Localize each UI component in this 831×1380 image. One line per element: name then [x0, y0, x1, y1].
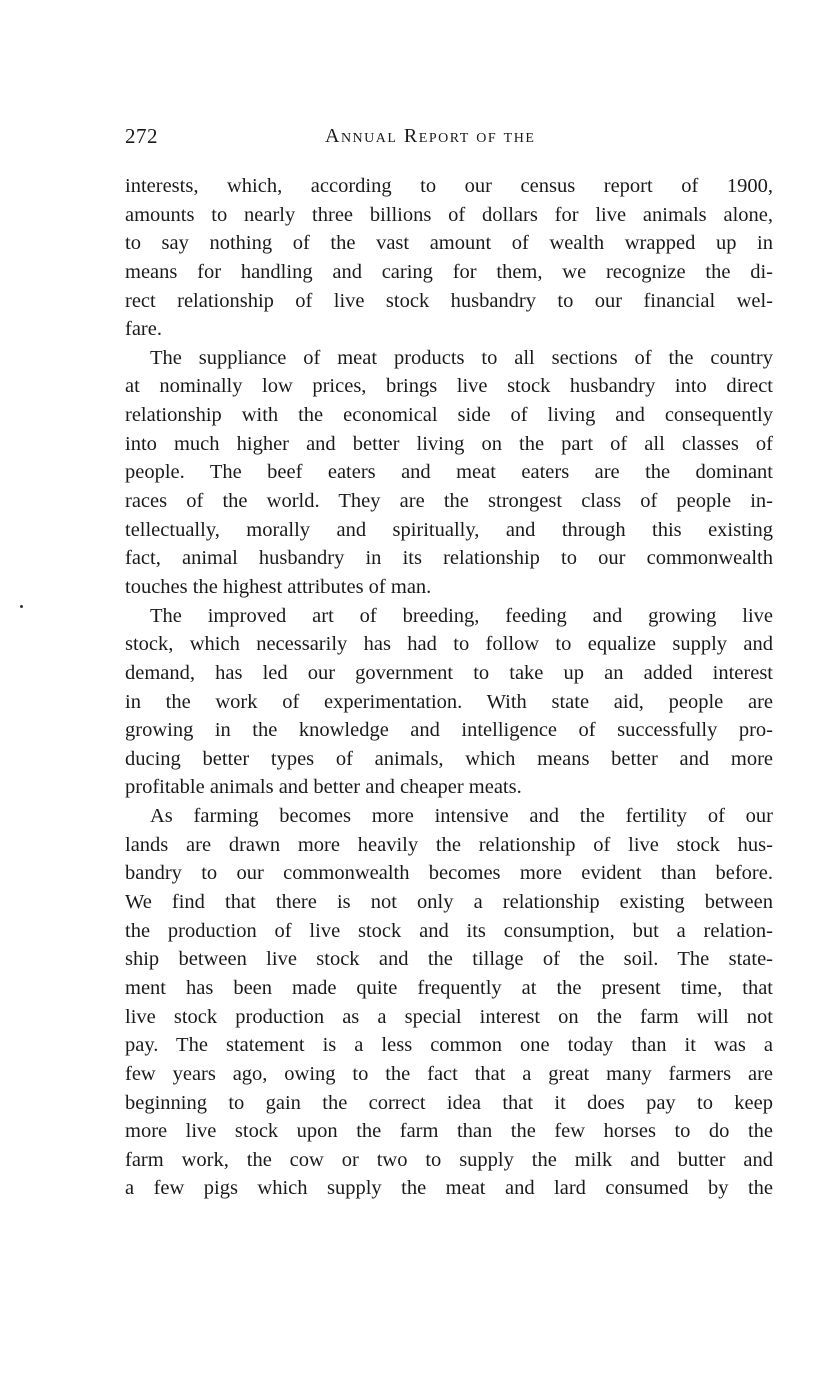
paragraph-start-line: The improved art of breeding, feeding and growing live — [150, 604, 773, 627]
text-line: pay. The statement is a less common one today than it was a — [125, 1034, 773, 1057]
text-line: farm work, the cow or two to supply the milk and butter and — [125, 1148, 773, 1171]
text-line: fact, animal husbandry in its relationship to our commonwealth — [125, 547, 773, 570]
text-line: few years ago, owing to the fact that a great many farmers are — [125, 1062, 773, 1085]
margin-speck — [20, 605, 23, 608]
text-line: relationship with the economical side of living and consequently — [125, 404, 773, 427]
text-line: We find that there is not only a relationship existing between — [125, 891, 773, 914]
text-line: bandry to our commonwealth becomes more evident than before. — [125, 862, 773, 885]
text-line: races of the world. They are the strongest class of people in- — [125, 490, 773, 513]
text-line: into much higher and better living on the part of all classes of — [125, 432, 773, 455]
text-line: at nominally low prices, brings live stock husbandry into direct — [125, 375, 773, 398]
text-line: profitable animals and better and cheaper meats. — [125, 776, 522, 799]
page-number: 272 — [125, 124, 158, 148]
text-line: ment has been made quite frequently at the present time, that — [125, 976, 773, 999]
text-line: rect relationship of live stock husbandry to our financial wel- — [125, 289, 773, 312]
text-line: the production of live stock and its consumption, but a relation- — [125, 919, 773, 942]
paragraph-start-line: The suppliance of meat products to all sections of the country — [150, 346, 773, 369]
text-line: growing in the knowledge and intelligence of successfully pro- — [125, 719, 773, 742]
text-line: stock, which necessarily has had to follow to equalize supply and — [125, 633, 773, 656]
body-text — [125, 172, 773, 1203]
text-line: touches the highest attributes of man. — [125, 575, 432, 598]
page-header — [125, 124, 775, 154]
text-line: fare. — [125, 318, 162, 341]
text-line: more live stock upon the farm than the few horses to do the — [125, 1120, 773, 1143]
text-line: ship between live stock and the tillage of the soil. The state- — [125, 948, 773, 971]
text-line: people. The beef eaters and meat eaters are the dominant — [125, 461, 773, 484]
text-line: means for handling and caring for them, we recognize the di- — [125, 260, 773, 283]
running-head: Annual Report of the — [325, 125, 536, 147]
text-line: lands are drawn more heavily the relationship of live stock hus- — [125, 833, 773, 856]
text-line: live stock production as a special interest on the farm will not — [125, 1005, 773, 1028]
text-line: to say nothing of the vast amount of wealth wrapped up in — [125, 232, 773, 255]
paragraph-start-line: As farming becomes more intensive and the fertility of our — [150, 805, 773, 828]
text-line: amounts to nearly three billions of dollars for live animals alone, — [125, 203, 773, 226]
text-line: interests, which, according to our census report of 1900, — [125, 175, 773, 197]
text-line: in the work of experimentation. With state aid, people are — [125, 690, 773, 713]
text-line: tellectually, morally and spiritually, and through this existing — [125, 518, 773, 541]
text-line: demand, has led our government to take up an added interest — [125, 661, 773, 684]
text-line: beginning to gain the correct idea that it does pay to keep — [125, 1091, 773, 1114]
text-line: a few pigs which supply the meat and lard consumed by the — [125, 1177, 773, 1200]
text-line: ducing better types of animals, which means better and more — [125, 747, 773, 770]
